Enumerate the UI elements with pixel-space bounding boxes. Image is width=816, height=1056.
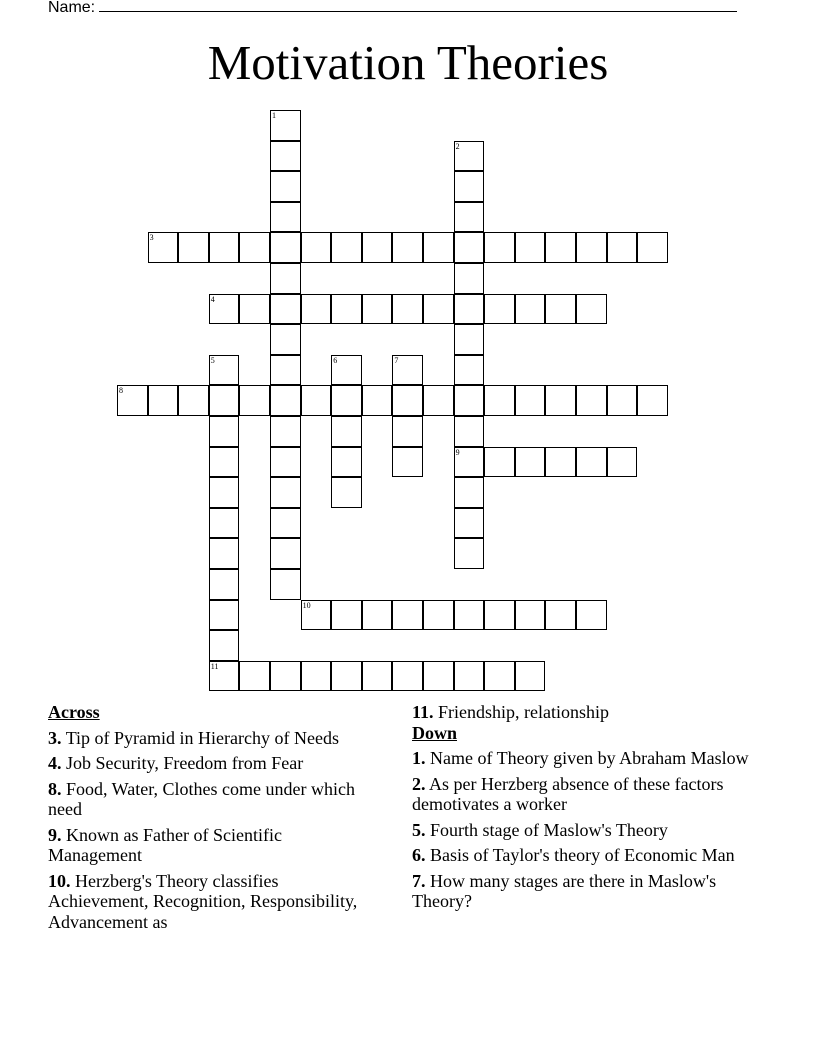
clue-number: 8.: [48, 778, 62, 799]
grid-cell[interactable]: [239, 661, 270, 692]
clue-number: 4.: [48, 753, 62, 773]
grid-cell[interactable]: [392, 355, 423, 386]
grid-cell[interactable]: [331, 294, 362, 325]
grid-cell[interactable]: [270, 538, 301, 569]
clue-number: 9.: [48, 824, 62, 845]
grid-cell[interactable]: [270, 202, 301, 233]
clue-number: 3.: [48, 727, 62, 748]
grid-cell[interactable]: [331, 355, 362, 386]
clue-number: 1.: [412, 748, 426, 768]
grid-cell[interactable]: [331, 416, 362, 447]
grid-cell[interactable]: [270, 324, 301, 355]
down-heading: Down: [412, 722, 458, 743]
clue-number-label: 2: [455, 141, 460, 151]
grid-cell[interactable]: [270, 294, 301, 325]
clue-across-4: [48, 753, 368, 774]
clue-number: 2.: [412, 773, 426, 794]
grid-cell[interactable]: [209, 232, 240, 263]
grid-cell[interactable]: [454, 661, 485, 692]
clue-number-label: 10: [302, 600, 311, 610]
clue-down-6: [412, 845, 752, 866]
grid-cell[interactable]: [270, 355, 301, 386]
grid-cell[interactable]: [454, 141, 485, 172]
grid-cell[interactable]: [515, 385, 546, 416]
grid-cell[interactable]: [239, 385, 270, 416]
clue-number-label: 1: [272, 111, 276, 120]
grid-cell[interactable]: [515, 661, 546, 692]
clue-across-9: [48, 825, 368, 866]
grid-cell[interactable]: [301, 661, 332, 692]
grid-cell[interactable]: [239, 294, 270, 325]
grid-cell[interactable]: [454, 447, 485, 478]
grid-cell[interactable]: [545, 447, 576, 478]
grid-cell[interactable]: [576, 385, 607, 416]
clue-number: 7.: [412, 870, 426, 891]
clue-number: 11.: [412, 702, 434, 722]
clue-down-2: [412, 774, 752, 815]
grid-cell[interactable]: [484, 600, 515, 631]
grid-cell[interactable]: [331, 447, 362, 478]
grid-cell[interactable]: [362, 600, 393, 631]
clue-across-3: [48, 728, 368, 749]
grid-cell[interactable]: [454, 416, 485, 447]
clue-number-label: 3: [149, 233, 154, 243]
grid-cell[interactable]: [545, 232, 576, 263]
grid-cell[interactable]: [270, 385, 301, 416]
clue-number-label: 5: [210, 355, 215, 365]
clue-number: 6.: [412, 845, 426, 865]
grid-cell[interactable]: [209, 508, 240, 539]
grid-cell[interactable]: [545, 294, 576, 325]
grid-cell[interactable]: [270, 661, 301, 692]
grid-cell[interactable]: [454, 202, 485, 233]
clue-text: Fourth stage of Maslow's Theory: [430, 819, 668, 840]
grid-cell[interactable]: [454, 171, 485, 202]
grid-cell[interactable]: [301, 600, 332, 631]
grid-cell[interactable]: [454, 294, 485, 325]
clue-text: Tip of Pyramid in Hierarchy of Needs: [65, 727, 339, 748]
grid-cell[interactable]: [148, 232, 179, 263]
grid-cell[interactable]: [331, 600, 362, 631]
clue-down-1: [412, 748, 752, 769]
grid-cell[interactable]: [454, 600, 485, 631]
grid-cell[interactable]: [454, 263, 485, 294]
clue-text: Name of Theory given by Abraham Maslow: [430, 748, 749, 768]
grid-cell[interactable]: [545, 385, 576, 416]
grid-cell[interactable]: [515, 447, 546, 478]
grid-cell[interactable]: [576, 600, 607, 631]
grid-cell[interactable]: [607, 385, 638, 416]
grid-cell[interactable]: [209, 569, 240, 600]
grid-cell[interactable]: [454, 385, 485, 416]
grid-cell[interactable]: [392, 600, 423, 631]
clue-text: How many stages are there in Maslow's Theory?: [412, 870, 717, 911]
grid-cell[interactable]: [607, 232, 638, 263]
grid-cell[interactable]: [239, 232, 270, 263]
clue-across-8: [48, 779, 368, 820]
clue-text: Basis of Taylor's theory of Economic Man: [430, 845, 735, 865]
grid-cell[interactable]: [209, 600, 240, 631]
grid-cell[interactable]: [209, 447, 240, 478]
grid-cell[interactable]: [331, 232, 362, 263]
grid-cell[interactable]: [484, 447, 515, 478]
grid-cell[interactable]: [331, 661, 362, 692]
grid-cell[interactable]: [607, 447, 638, 478]
clue-number-label: 9: [455, 447, 460, 457]
clue-across-10: [48, 871, 368, 933]
clue-number-label: 6: [333, 355, 338, 365]
clue-number-label: 8: [119, 386, 123, 396]
clue-number-label: 7: [394, 355, 399, 365]
grid-cell[interactable]: [270, 477, 301, 508]
clues-column-left: [48, 702, 368, 932]
grid-cell[interactable]: [392, 294, 423, 325]
grid-cell[interactable]: [515, 294, 546, 325]
clue-text: Herzberg's Theory classifies Achievement, Recognition, Responsibility, Advancement as: [48, 870, 358, 932]
clue-text: Job Security, Freedom from Fear: [66, 753, 304, 773]
grid-cell[interactable]: [392, 661, 423, 692]
page-title: Motivation Theories: [207, 35, 609, 90]
grid-cell[interactable]: [454, 538, 485, 569]
grid-cell[interactable]: [576, 294, 607, 325]
grid-cell[interactable]: [209, 661, 240, 692]
grid-cell[interactable]: [362, 232, 393, 263]
grid-cell[interactable]: [209, 294, 240, 325]
clue-number-label: 4: [210, 294, 215, 304]
grid-cell[interactable]: [392, 385, 423, 416]
clue-text: Known as Father of Scientific Management: [48, 824, 282, 865]
grid-cell[interactable]: [454, 508, 485, 539]
clue-text: Friendship, relationship: [438, 702, 609, 722]
grid-cell[interactable]: [423, 232, 454, 263]
grid-cell[interactable]: [209, 355, 240, 386]
grid-cell[interactable]: [209, 385, 240, 416]
grid-cell[interactable]: [454, 477, 485, 508]
grid-cell[interactable]: [515, 232, 546, 263]
clue-number-label: 11: [210, 661, 219, 671]
grid-cell[interactable]: [392, 232, 423, 263]
across-heading: Across: [48, 702, 100, 722]
grid-cell[interactable]: [270, 110, 301, 141]
grid-cell[interactable]: [270, 569, 301, 600]
grid-cell[interactable]: [484, 385, 515, 416]
grid-cell[interactable]: [178, 232, 209, 263]
grid-cell[interactable]: [148, 385, 179, 416]
grid-cell[interactable]: [484, 661, 515, 692]
grid-cell[interactable]: [270, 416, 301, 447]
clue-number: 5.: [412, 819, 426, 840]
clues-column-right: [412, 702, 752, 912]
grid-cell[interactable]: [515, 600, 546, 631]
grid-cell[interactable]: [362, 661, 393, 692]
grid-cell[interactable]: [178, 385, 209, 416]
grid-cell[interactable]: [117, 385, 148, 416]
grid-cell[interactable]: [545, 600, 576, 631]
grid-cell[interactable]: [423, 385, 454, 416]
grid-cell[interactable]: [270, 263, 301, 294]
clue-text: As per Herzberg absence of these factors demotivates a worker: [412, 773, 724, 814]
grid-cell[interactable]: [301, 232, 332, 263]
name-label: Name:: [48, 0, 96, 16]
grid-cell[interactable]: [301, 385, 332, 416]
grid-cell[interactable]: [209, 416, 240, 447]
grid-cell[interactable]: [454, 355, 485, 386]
grid-cell[interactable]: [454, 324, 485, 355]
grid-cell[interactable]: [637, 385, 668, 416]
grid-cell[interactable]: [209, 538, 240, 569]
grid-cell[interactable]: [576, 232, 607, 263]
grid-cell[interactable]: [454, 232, 485, 263]
grid-cell[interactable]: [270, 447, 301, 478]
grid-cell[interactable]: [392, 447, 423, 478]
grid-cell[interactable]: [209, 477, 240, 508]
grid-cell[interactable]: [576, 447, 607, 478]
grid-cell[interactable]: [484, 294, 515, 325]
clue-down-5: [412, 820, 752, 841]
grid-cell[interactable]: [270, 232, 301, 263]
grid-cell[interactable]: [362, 385, 393, 416]
grid-cell[interactable]: [362, 294, 393, 325]
clue-number: 10.: [48, 870, 71, 891]
grid-cell[interactable]: [331, 477, 362, 508]
grid-cell[interactable]: [331, 385, 362, 416]
grid-cell[interactable]: [270, 171, 301, 202]
grid-cell[interactable]: [270, 508, 301, 539]
grid-cell[interactable]: [301, 294, 332, 325]
grid-cell[interactable]: [392, 416, 423, 447]
grid-cell[interactable]: [423, 661, 454, 692]
grid-cell[interactable]: [270, 141, 301, 172]
grid-cell[interactable]: [423, 600, 454, 631]
clue-across-11: [412, 702, 752, 723]
grid-cell[interactable]: [423, 294, 454, 325]
grid-cell[interactable]: [637, 232, 668, 263]
clue-down-7: [412, 871, 752, 912]
clue-text: Food, Water, Clothes come under which need: [48, 778, 355, 819]
grid-cell[interactable]: [484, 232, 515, 263]
grid-cell[interactable]: [209, 630, 240, 661]
